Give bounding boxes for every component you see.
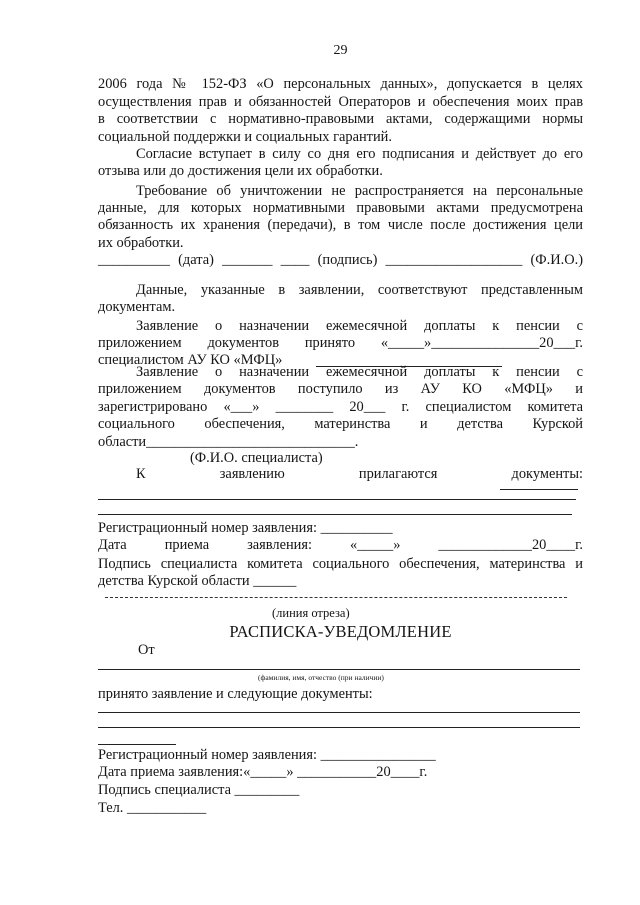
cut-line-caption: (линия отреза) — [272, 606, 350, 620]
receipt-name-blank — [98, 669, 580, 670]
receipt-signature: Подпись специалиста _________ — [98, 782, 300, 798]
receipt-from-label: От — [138, 642, 155, 658]
committee-registration-line: зарегистрировано «___» ________ 20___ г. специалистом комитета — [98, 399, 583, 415]
data-conformity-line: Данные, указанные в заявлении, соответствуют представленным — [136, 282, 583, 298]
destruction-requirement-line: Требование об уничтожении не распространяется на персональные — [136, 183, 583, 199]
consent-text-line: 2006 года № 152-ФЗ «О персональных данных», допускается в целях — [98, 76, 583, 92]
consent-text-line: в соответствии с нормативно-правовыми актами, содержащими нормы — [98, 111, 583, 127]
committee-registration-line: Заявление о назначении ежемесячной доплаты к пенсии с — [136, 364, 583, 380]
attached-documents-label: К заявлению прилагаются документы: — [136, 466, 583, 482]
committee-signature-line: детства Курской области ______ — [98, 573, 297, 589]
mfc-acceptance-line: Заявление о назначении ежемесячной доплаты к пенсии с — [136, 318, 583, 334]
mfc-acceptance-line: специалистом АУ КО «МФЦ» — [98, 352, 283, 368]
receipt-documents-blank — [98, 744, 176, 745]
committee-signature-line: Подпись специалиста комитета социального обеспечения, материнства и — [98, 556, 583, 572]
consent-text-line: социальной поддержки и социальных гарантий. — [98, 129, 392, 145]
receipt-accepted-line: принято заявление и следующие документы: — [98, 686, 373, 702]
attached-documents-blank — [500, 489, 578, 490]
attached-documents-blank — [98, 514, 572, 515]
page-number: 29 — [333, 43, 348, 58]
receipt-title: РАСПИСКА-УВЕДОМЛЕНИЕ — [229, 622, 452, 641]
reception-date-line: Дата приема заявления: «_____» _____________20____г. — [98, 537, 583, 553]
specialist-name-caption: (Ф.И.О. специалиста) — [190, 450, 323, 466]
cut-line — [105, 597, 567, 598]
destruction-requirement-line: данные, для которых нормативными правовыми актами предусмотрена — [98, 200, 583, 216]
receipt-documents-blank — [98, 712, 580, 713]
destruction-requirement-line: их обработки. — [98, 235, 184, 251]
committee-registration-line: области_____________________________. — [98, 434, 359, 450]
consent-validity-line: отзыва или до достижения цели их обработки. — [98, 163, 383, 179]
committee-registration-line: приложением документов поступило из АУ КО «МФЦ» и — [98, 381, 583, 397]
mfc-acceptance-line: приложением документов принято «_____»_______________20___г. — [98, 335, 583, 351]
attached-documents-blank — [98, 499, 576, 500]
receipt-documents-blank — [98, 727, 580, 728]
receipt-name-caption: (фамилия, имя, отчество (при наличии) — [258, 673, 384, 682]
applicant-signature-line: __________ (дата) _______ ____ (подпись) ___________________ (Ф.И.О.) — [98, 252, 583, 268]
committee-registration-line: социального обеспечения, материнства и детства Курской — [98, 416, 583, 432]
consent-text-line: осуществления прав и обязанностей Операторов и обеспечения моих прав — [98, 94, 583, 110]
registration-number-line: Регистрационный номер заявления: __________ — [98, 520, 393, 536]
receipt-date: Дата приема заявления:«_____» ___________20____г. — [98, 764, 428, 780]
data-conformity-line: документам. — [98, 299, 176, 315]
receipt-registration-number: Регистрационный номер заявления: ________________ — [98, 747, 436, 763]
receipt-phone: Тел. ___________ — [98, 800, 207, 816]
destruction-requirement-line: обязанность их хранения (передачи), в том числе после достижения цели — [98, 217, 583, 233]
consent-validity-line: Согласие вступает в силу со дня его подписания и действует до его — [136, 146, 583, 162]
